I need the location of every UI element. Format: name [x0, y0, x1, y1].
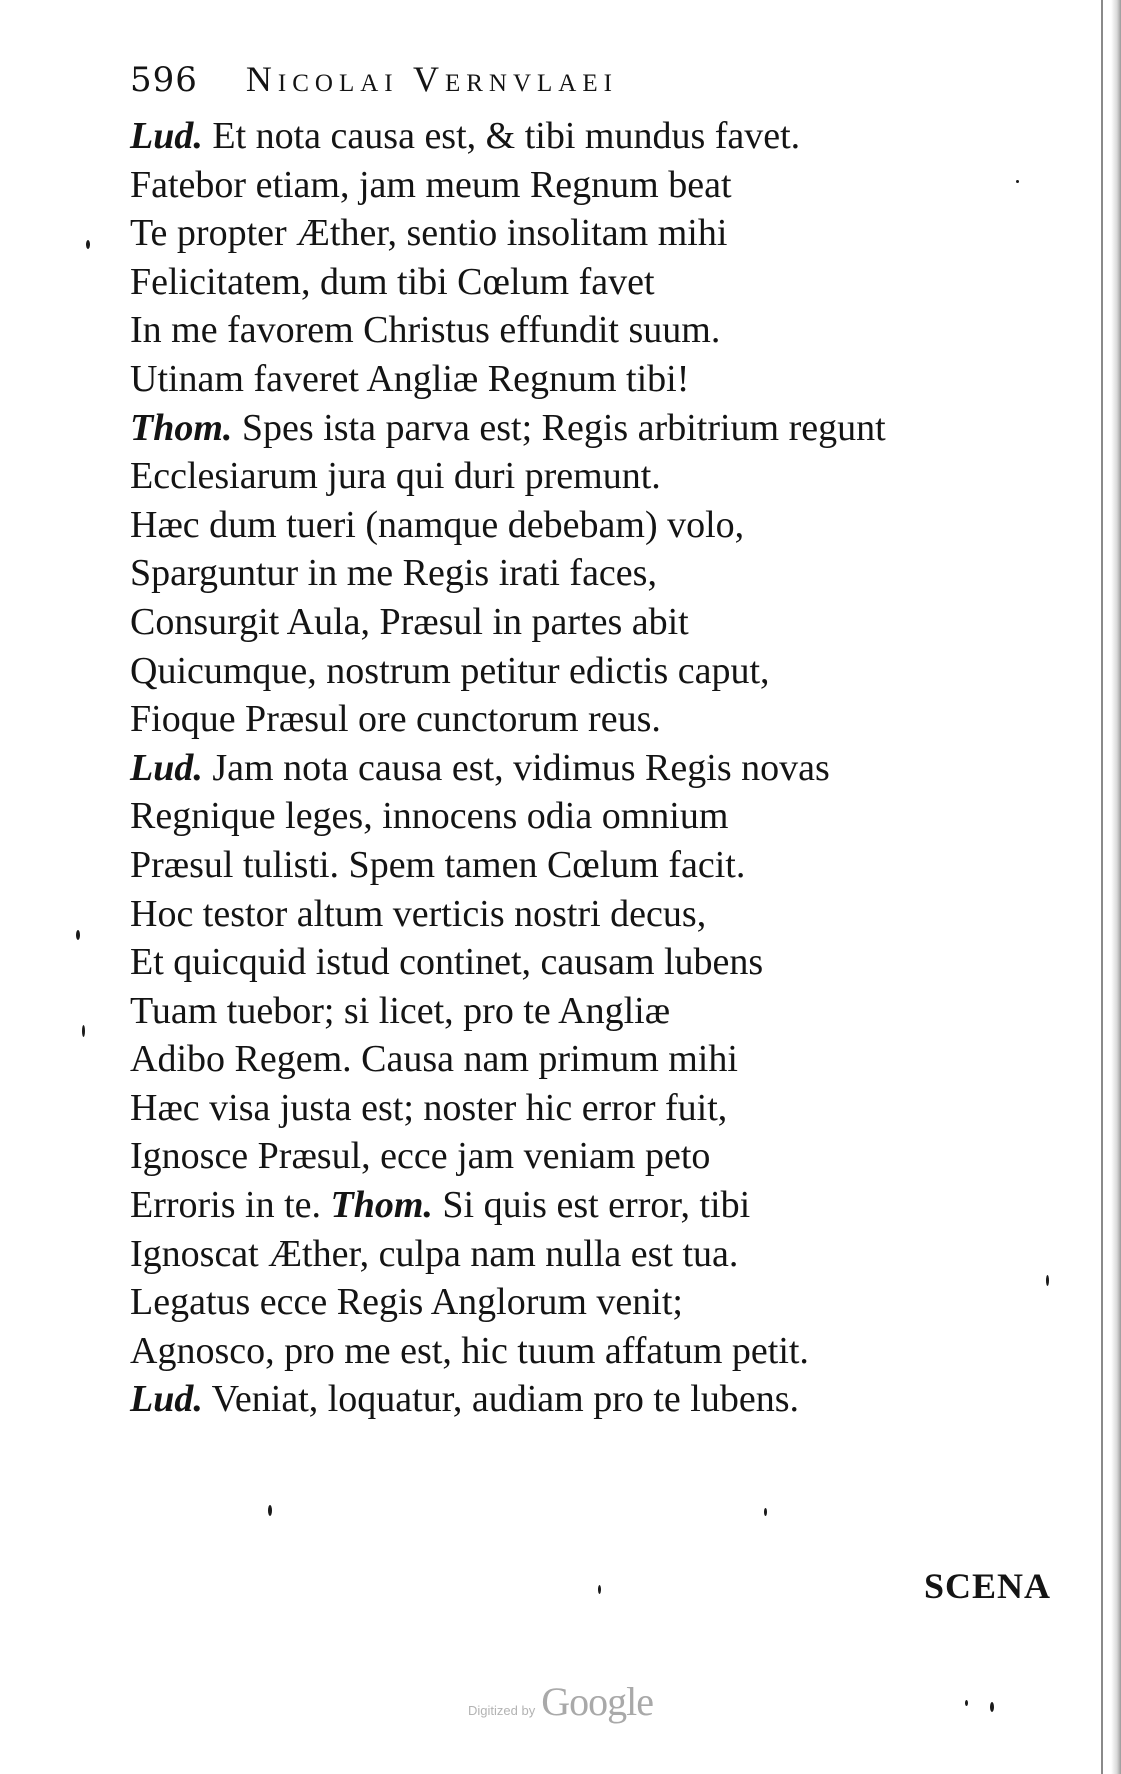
ink-speck: [764, 1508, 767, 1516]
ink-speck: [82, 1025, 85, 1037]
verse-text: Legatus ecce Regis Anglorum venit;: [130, 1281, 683, 1324]
verse-line-27: [130, 1375, 1030, 1424]
verse-line-1: [130, 112, 1030, 161]
verse-line-21: [130, 1084, 1030, 1133]
verse-text: Sparguntur in me Regis irati faces,: [130, 552, 657, 595]
ink-speck: [1046, 1275, 1049, 1286]
verse-line-4: [130, 258, 1030, 307]
verse-text-block: [130, 112, 1030, 1424]
page-header: [130, 58, 930, 104]
verse-line-24: [130, 1230, 1030, 1279]
ink-speck: [268, 1505, 272, 1516]
verse-line-16: [130, 841, 1030, 890]
verse-text: In me favorem Christus effundit suum.: [130, 309, 721, 352]
ink-speck: [86, 240, 90, 249]
verse-line-6: [130, 355, 1030, 404]
verse-line-10: [130, 549, 1030, 598]
page-number: 596: [130, 60, 198, 100]
verse-text: Et quicquid istud continet, causam lubens: [130, 941, 764, 984]
watermark-prefix: Digitized by: [468, 1703, 536, 1718]
verse-text: Utinam faveret Angliæ Regnum tibi!: [130, 357, 690, 400]
speaker-label: Thom.: [330, 1184, 433, 1227]
verse-line-14: [130, 744, 1030, 793]
verse-text: Quicumque, nostrum petitur edictis caput,: [130, 649, 770, 692]
verse-line-20: [130, 1035, 1030, 1084]
catchword: SCENA: [923, 1566, 1051, 1606]
verse-line-8: [130, 452, 1030, 501]
ink-speck: [598, 1585, 601, 1594]
verse-line-9: [130, 501, 1030, 550]
ink-speck: [990, 1702, 994, 1712]
verse-text: Regnique leges, innocens odia omnium: [130, 795, 729, 838]
verse-text: Hoc testor altum verticis nostri decus,: [130, 892, 707, 935]
verse-text: Hæc visa justa est; noster hic error fuit,: [130, 1086, 728, 1129]
verse-line-23: [130, 1181, 1030, 1230]
ink-speck: [965, 1700, 968, 1706]
verse-line-13: [130, 695, 1030, 744]
google-logo: Google: [541, 1679, 653, 1724]
verse-text: Hæc dum tueri (namque debebam) volo,: [130, 503, 745, 546]
verse-text: Consurgit Aula, Præsul in partes abit: [130, 600, 689, 643]
verse-text: Erroris in te.: [130, 1184, 322, 1227]
digitized-watermark: [468, 1678, 653, 1725]
verse-line-26: [130, 1327, 1030, 1376]
speaker-label: Thom.: [130, 406, 233, 449]
verse-line-25: [130, 1278, 1030, 1327]
verse-text: Jam nota causa est, vidimus Regis novas: [202, 746, 830, 789]
verse-line-11: [130, 598, 1030, 647]
verse-text: Si quis est error, tibi: [432, 1184, 751, 1227]
verse-line-19: [130, 987, 1030, 1036]
verse-text: Felicitatem, dum tibi Cœlum favet: [130, 260, 655, 303]
ink-speck: [1016, 180, 1019, 183]
running-head: Nicolai Vernvlaei: [245, 59, 618, 99]
verse-line-7: [130, 404, 1030, 453]
speaker-label: Lud.: [130, 746, 203, 789]
page-edge-line: [1101, 0, 1103, 1774]
verse-line-17: [130, 890, 1030, 939]
verse-line-22: [130, 1132, 1030, 1181]
ink-speck: [76, 930, 80, 940]
verse-text: Te propter Æther, sentio insolitam mihi: [130, 212, 728, 255]
verse-line-2: [130, 161, 1030, 210]
verse-text: Agnosco, pro me est, hic tuum affatum petit.: [130, 1329, 809, 1372]
verse-line-5: [130, 306, 1030, 355]
verse-text: Veniat, loquatur, audiam pro te lubens.: [202, 1378, 800, 1421]
verse-line-18: [130, 938, 1030, 987]
verse-text: Ignosce Præsul, ecce jam veniam peto: [130, 1135, 711, 1178]
verse-text: Et nota causa est, & tibi mundus favet.: [202, 115, 801, 157]
verse-line-3: [130, 209, 1030, 258]
verse-text: Fatebor etiam, jam meum Regnum beat: [130, 163, 732, 206]
verse-text: Adibo Regem. Causa nam primum mihi: [130, 1038, 738, 1081]
verse-text: Ignoscat Æther, culpa nam nulla est tua.: [130, 1232, 739, 1275]
verse-line-12: [130, 647, 1030, 696]
verse-text: Tuam tuebor; si licet, pro te Angliæ: [130, 989, 671, 1032]
verse-text: Præsul tulisti. Spem tamen Cœlum facit.: [130, 843, 746, 886]
verse-text: Ecclesiarum jura qui duri premunt.: [130, 455, 661, 498]
speaker-label: Lud.: [130, 115, 203, 157]
verse-line-15: [130, 792, 1030, 841]
verse-text: Fioque Præsul ore cunctorum reus.: [130, 698, 661, 741]
verse-text: Spes ista parva est; Regis arbitrium regunt: [232, 406, 886, 449]
page-edge-shadow: [1111, 0, 1121, 1774]
speaker-label: Lud.: [130, 1378, 203, 1421]
